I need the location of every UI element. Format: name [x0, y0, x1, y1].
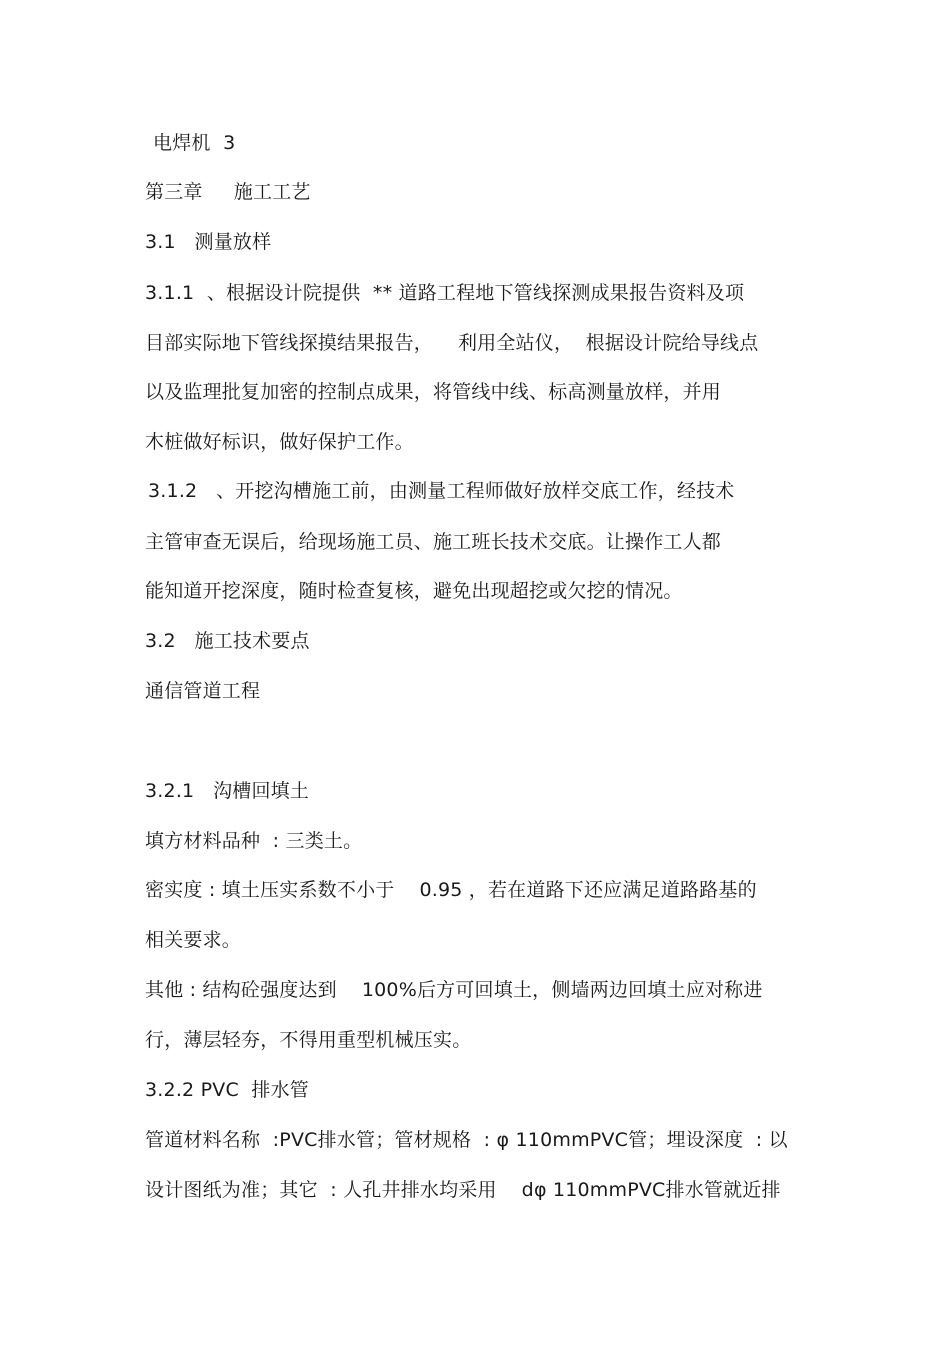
section-heading-3-2-2: 3.2.2 PVC 排水管 — [145, 1079, 309, 1101]
fill-material-line: 填方材料品种 : 三类土。 — [145, 830, 363, 852]
pipe-spec-line-1: 管道材料名称 :PVC排水管；管材规格 : φ 110mmPVC管；埋设深度 : 以 — [145, 1129, 788, 1151]
paragraph-3-1-2-line-2: 主管审查无误后，给现场施工员、施工班长技术交底。让操作工人都 — [145, 531, 722, 553]
section-heading-3-2: 3.2 施工技术要点 — [145, 630, 310, 652]
other-line-2: 行，薄层轻夯，不得用重型机械压实。 — [145, 1029, 472, 1051]
text-line-equipment: 电焊机 3 — [153, 132, 236, 154]
section-heading-3-1: 3.1 测量放样 — [145, 231, 272, 253]
compaction-line-2: 相关要求。 — [145, 929, 242, 951]
subsection-title: 通信管道工程 — [145, 680, 261, 702]
paragraph-3-1-2-line-3: 能知道开挖深度，随时检查复核，避免出现超挖或欠挖的情况。 — [145, 580, 683, 602]
pipe-spec-line-2: 设计图纸为准；其它 : 人孔井排水均采用 dφ 110mmPVC排水管就近排 — [145, 1179, 781, 1201]
other-line-1: 其他 : 结构砼强度达到 100%后方可回填土，侧墙两边回填土应对称进 — [145, 979, 763, 1001]
section-heading-3-2-1: 3.2.1 沟槽回填土 — [145, 780, 310, 802]
compaction-line-1: 密实度 : 填土压实系数不小于 0.95 ，若在道路下还应满足道路路基的 — [145, 879, 757, 901]
paragraph-3-1-1-line-2: 目部实际地下管线探摸结果报告， 利用全站仪， 根据设计院给导线点 — [145, 332, 759, 354]
paragraph-3-1-1-line-1: 3.1.1 、根据设计院提供 ** 道路工程地下管线探测成果报告资料及项 — [145, 282, 745, 304]
paragraph-3-1-1-line-3: 以及监理批复加密的控制点成果，将管线中线、标高测量放样，并用 — [145, 381, 722, 403]
paragraph-3-1-2-line-1: 3.1.2 、开挖沟槽施工前，由测量工程师做好放样交底工作，经技术 — [148, 480, 735, 502]
paragraph-3-1-1-line-4: 木桩做好标识，做好保护工作。 — [145, 431, 414, 453]
chapter-heading: 第三章 施工工艺 — [145, 181, 311, 203]
